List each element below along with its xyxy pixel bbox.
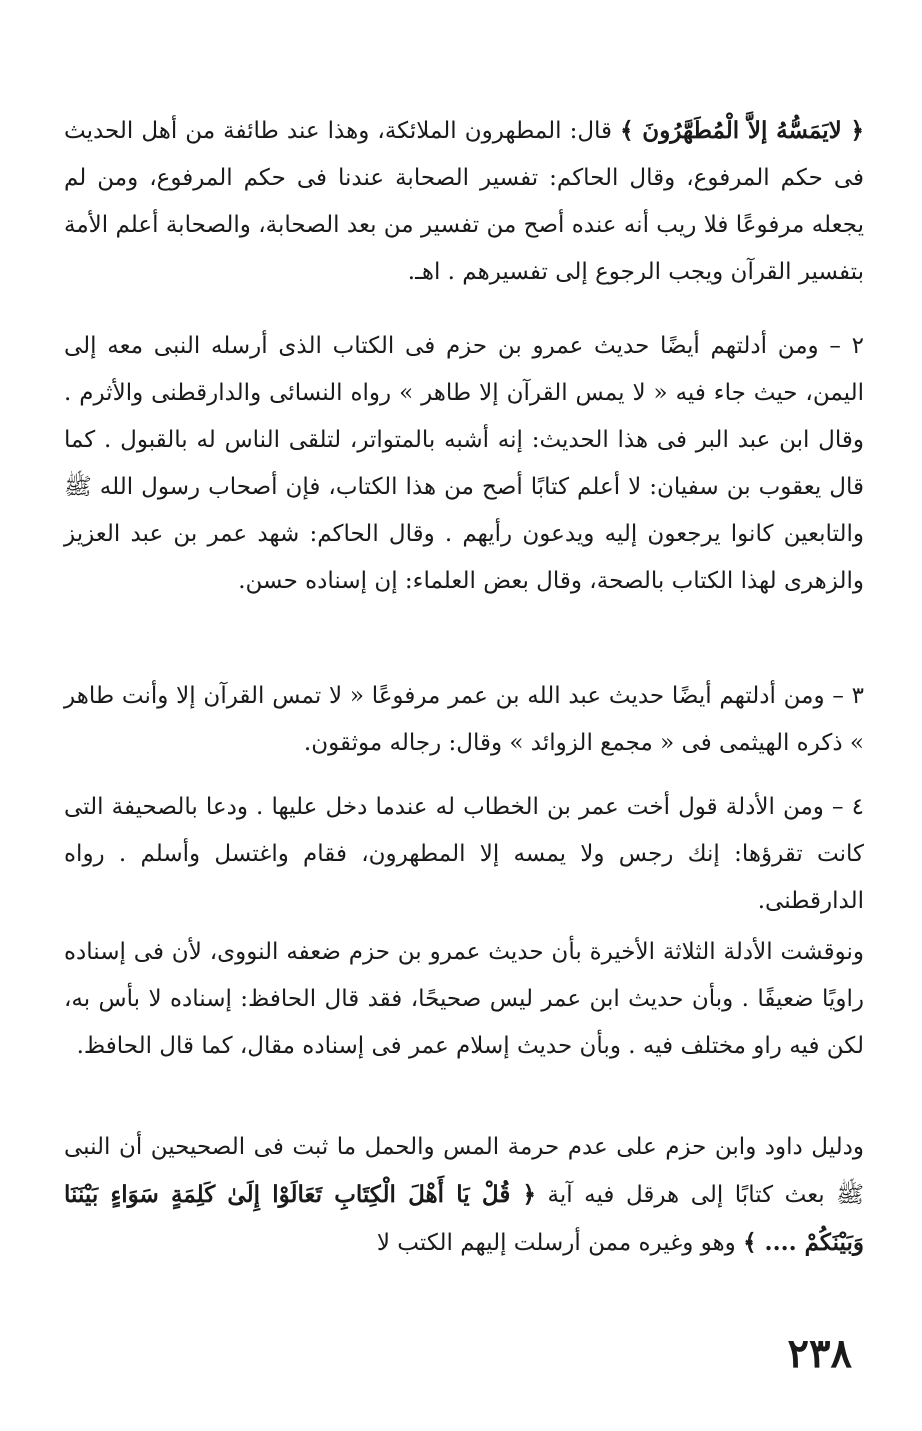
paragraph-3-text: ٣ – ومن أدلتهم أيضًا حديث عبد الله بن عمر مرفوعًا « لا تمس القرآن إلا وأنت طاهر » ذكره الهيثمى فى « مجمع الزوائد » وقال: رجاله موثقون.: [64, 683, 864, 756]
paragraph-3: [64, 673, 864, 767]
paragraph-5-text: ونوقشت الأدلة الثلاثة الأخيرة بأن حديث عمرو بن حزم ضعفه النووى، لأن فى إسناده راويًا ضعيفًا . وبأن حديث ابن عمر ليس صحيحًا، فقد قال الحافظ: إسناده لا بأس به، لكن فيه راو مختلف فيه . وبأن حديث إسلام عمر فى إسناده مقال، كما قال الحافظ.: [64, 939, 864, 1059]
paragraph-6-text-before: ودليل داود وابن حزم على عدم حرمة المس والحمل ما ثبت فى الصحيحين أن النبى ﷺ بعث كتابًا إلى هرقل فيه آية: [64, 1134, 864, 1208]
page-number: ٢٣٨: [787, 1330, 852, 1377]
paragraph-5: [64, 929, 864, 1070]
paragraph-1-text: قال: المطهرون الملائكة، وهذا عند طائفة من أهل الحديث فى حكم المرفوع، وقال الحاكم: تفسير الصحابة عندنا فى حكم المرفوع، ومن لم يجعله مرفوعًا فلا ريب أنه عنده أصح من تفسير من بعد الصحابة، والصحابة أعلم الأمة بتفسير القرآن ويجب الرجوع إلى تفسيرهم . اهـ.: [64, 118, 864, 285]
paragraph-4: [64, 784, 864, 925]
paragraph-2-text: ٢ – ومن أدلتهم أيضًا حديث عمرو بن حزم فى الكتاب الذى أرسله النبى معه إلى اليمن، حيث جاء فيه « لا يمس القرآن إلا طاهر » رواه النسائى والدارقطنى والأثرم . وقال ابن عبد البر فى هذا الحديث: إنه أشبه بالمتواتر، لتلقى الناس له بالقبول . كما قال يعقوب بن سفيان: لا أعلم كتابًا أصح من هذا الكتاب، فإن أصحاب رسول الله ﷺ والتابعين كانوا يرجعون إليه ويدعون رأيهم . وقال الحاكم: شهد عمر بن عبد العزيز والزهرى لهذا الكتاب بالصحة، وقال بعض العلماء: إن إسناده حسن.: [64, 333, 864, 594]
paragraph-2: [64, 323, 864, 605]
paragraph-4-text: ٤ – ومن الأدلة قول أخت عمر بن الخطاب له عندما دخل عليها . ودعا بالصحيفة التى كانت تقرؤها: إنك رجس ولا يمسه إلا المطهرون، فقام واغتسل وأسلم . رواه الدارقطنى.: [64, 794, 864, 914]
quran-verse-2: ﴿ قُلْ يَا أَهْلَ الْكِتَابِ تَعَالَوْا إِلَىٰ كَلِمَةٍ سَوَاءٍ بَيْنَنَا وَبَيْنَكُمْ .... ﴾: [64, 1181, 864, 1256]
quran-verse-1: ﴿ لايَمَسُّهُ إلاَّ الْمُطَهَّرُونَ ﴾: [620, 117, 864, 144]
paragraph-6-text-after: وهو وغيره ممن أرسلت إليهم الكتب لا: [376, 1230, 744, 1256]
paragraph-1: [64, 107, 864, 296]
paragraph-6: [64, 1124, 864, 1267]
